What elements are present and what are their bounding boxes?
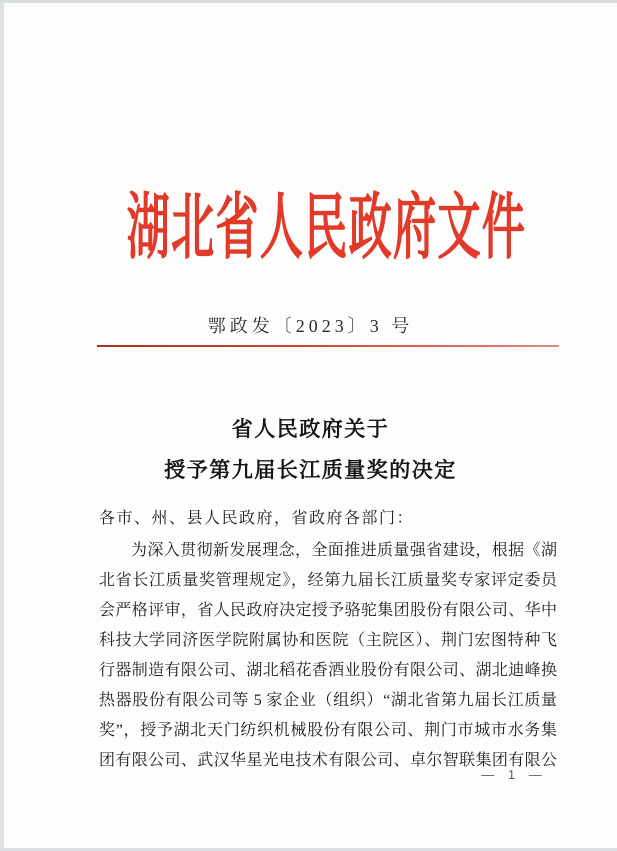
decision-title-line-2: 授予第九届长江质量奖的决定 bbox=[164, 458, 457, 482]
document-reference-number: 鄂政发〔2023〕3 号 bbox=[207, 316, 414, 336]
page-number: — 1 — bbox=[481, 767, 547, 782]
body-text-line: 热器股份有限公司等 5 家企业（组织）“湖北省第九届长江质量 bbox=[99, 692, 557, 709]
decision-title-line-1: 省人民政府关于 bbox=[231, 417, 390, 441]
body-text-line: 会严格评审，省人民政府决定授予骆驼集团股份有限公司、华中 bbox=[99, 602, 557, 619]
body-text-line: 奖”，授予湖北天门纺织机械股份有限公司、荆门市城市水务集 bbox=[99, 722, 557, 739]
body-text-line: 团有限公司、武汉华星光电技术有限公司、卓尔智联集团有限公 bbox=[99, 752, 557, 769]
masthead-title: 湖北省人民政府文件 bbox=[126, 188, 527, 268]
body-text-line: 北省长江质量奖管理规定》，经第九届长江质量奖专家评定委员 bbox=[99, 572, 557, 589]
salutation-line: 各市、州、县人民政府，省政府各部门： bbox=[99, 510, 415, 527]
body-text-line: 为深入贯彻新发展理念，全面推进质量强省建设，根据《湖 bbox=[131, 542, 557, 559]
body-text-line: 科技大学同济医学院附属协和医院（主院区）、荆门宏图特种飞 bbox=[99, 632, 557, 649]
body-text-line: 行器制造有限公司、湖北稻花香酒业股份有限公司、湖北迪峰换 bbox=[99, 662, 557, 679]
red-divider-rule bbox=[97, 345, 559, 347]
